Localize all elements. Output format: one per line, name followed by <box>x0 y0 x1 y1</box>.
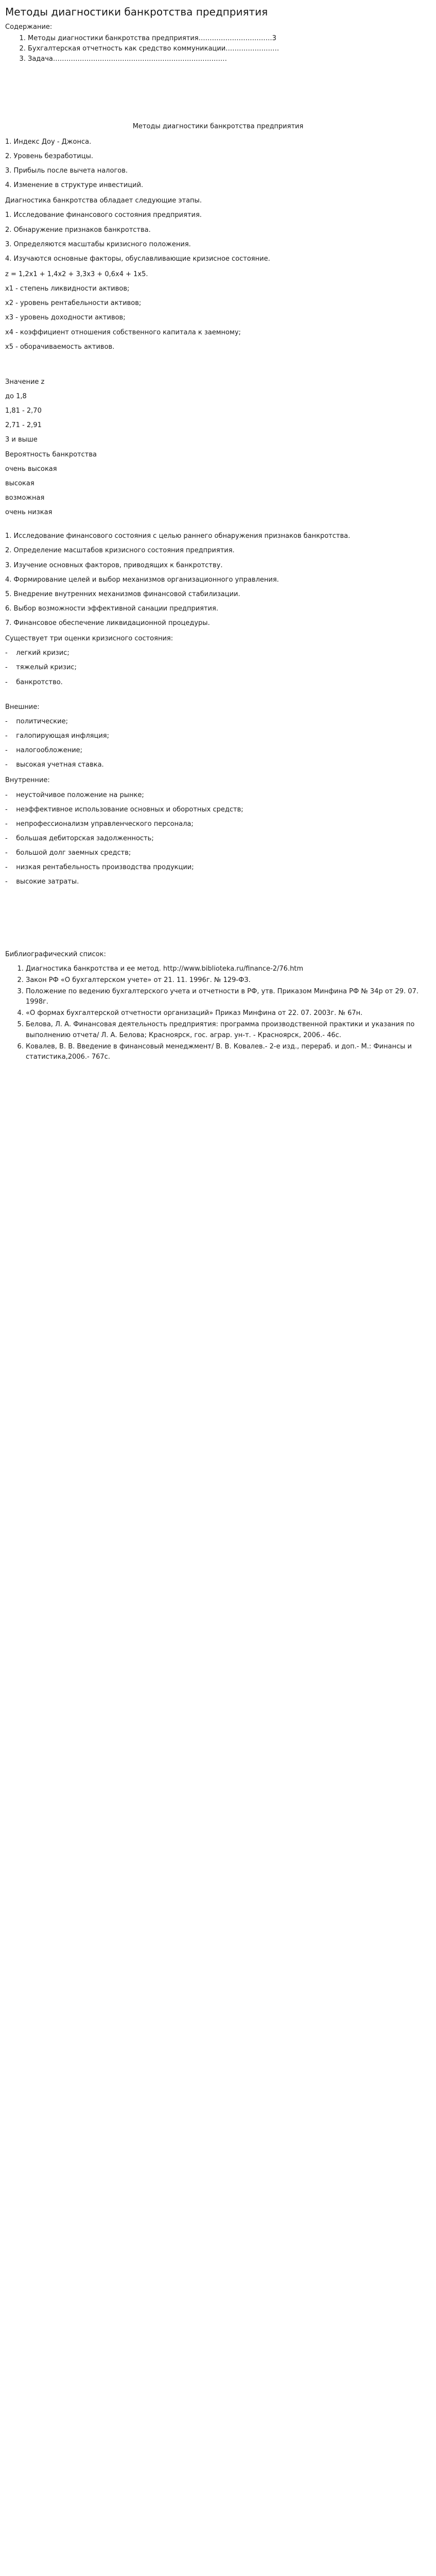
stages-label: Диагностика банкротства обладает следующие этапы. <box>5 197 202 205</box>
document-page <box>0 0 436 1084</box>
list-item: - галопирующая инфляция; <box>5 731 431 741</box>
list-item: - тяжелый кризис; <box>5 663 431 673</box>
internal-factors-label: Внутренние: <box>5 776 50 785</box>
section-heading: Методы диагностики банкротства предприятия <box>132 122 304 130</box>
probability-value: очень высокая <box>5 465 57 473</box>
probability-label: Вероятность банкротства <box>5 450 97 459</box>
bibliography-item: 3. Положение по ведению бухгалтерского учета и отчетности в РФ, утв. Приказом Минфина РФ № 34р от 29. 07. 1998г. <box>26 987 431 1007</box>
bibliography-item: 4. «О формах бухгалтерской отчетности организаций» Приказ Минфина от 22. 07. 2003г. № 67н. <box>26 1008 431 1019</box>
list-item: 3. Определяются масштабы кризисного положения. <box>5 240 191 248</box>
list-item: 1. Индекс Доу - Джонса. <box>5 138 92 146</box>
list-item: - легкий кризис; <box>5 648 431 658</box>
list-item: 3. Изучение основных факторов, приводящих к банкротству. <box>5 561 223 569</box>
list-item: 6. Выбор возможности эффективной санации предприятия. <box>5 604 218 613</box>
list-item: - политические; <box>5 717 431 727</box>
list-item: 4. Формирование целей и выбор механизмов организационного управления. <box>5 575 279 584</box>
variable-x4: x4 - коэффициент отношения собственного капитала к заемному; <box>5 328 241 336</box>
list-item: - банкротство. <box>5 677 431 688</box>
list-item: - низкая рентабельность производства продукции; <box>5 862 431 873</box>
bibliography-item: 6. Ковалев, В. В. Введение в финансовый менеджмент/ В. В. Ковалев.- 2-е изд., перераб. и доп.- М.: Финансы и статистика,2006.- 767с. <box>26 1042 431 1062</box>
toc-label: Содержание: <box>5 23 53 31</box>
list-item: 5. Внедрение внутренних механизмов финансовой стабилизации. <box>5 590 240 598</box>
toc-item[interactable]: 2. Бухгалтерская отчетность как средство коммуникации…………………… <box>28 44 431 54</box>
bibliography-item: 5. Белова, Л. А. Финансовая деятельность предприятия: программа производственной практики и указания по выполнению отчета/ Л. А. Белова; Красноярск, гос. аграр. ун-т. - Красноярск, 2006.- 46с. <box>26 1020 431 1040</box>
list-item: 2. Обнаружение признаков банкротства. <box>5 226 151 234</box>
external-factors-list <box>5 717 431 771</box>
bibliography-item: 2. Закон РФ «О бухгалтерском учете» от 21. 11. 1996г. № 129-ФЗ. <box>26 975 431 986</box>
altman-formula: z = 1,2x1 + 1,4x2 + 3,3x3 + 0,6x4 + 1x5. <box>5 270 148 278</box>
probability-value: возможная <box>5 494 45 502</box>
list-item: - непрофессионализм управленческого персонала; <box>5 819 431 829</box>
toc-item[interactable]: 1. Методы диагностики банкротства предприятия……………………………3 <box>28 33 431 44</box>
bibliography-item[interactable]: 1. Диагностика банкротства и ее метод. http://www.biblioteka.ru/finance-2/76.htm <box>26 964 431 974</box>
management-stages-list <box>5 531 431 629</box>
list-item: 1. Исследование финансового состояния предприятия. <box>5 211 202 219</box>
bibliography-list <box>14 964 431 1062</box>
list-item: - высокие затраты. <box>5 877 431 887</box>
list-item: - большой долг заемных средств; <box>5 848 431 858</box>
indicators-list <box>5 137 431 191</box>
variable-x2: x2 - уровень рентабельности активов; <box>5 299 142 308</box>
list-item: 3. Прибыль после вычета налогов. <box>5 166 128 175</box>
list-item: - неустойчивое положение на рынке; <box>5 790 431 801</box>
toc-item[interactable]: 3. Задача…………………………………………………………………… <box>28 54 431 64</box>
external-factors-label: Внешние: <box>5 703 40 711</box>
z-value-label: Значение z <box>5 378 45 386</box>
bankruptcy-scale <box>5 377 431 518</box>
document-title: Методы диагностики банкротства предприятия <box>5 6 268 18</box>
list-item: 4. Изучаются основные факторы, обуславливающие кризисное состояние. <box>5 255 270 263</box>
z-value: до 1,8 <box>5 392 27 400</box>
list-item: 1. Исследование финансового состояния с целью раннего обнаружения признаков банкротства. <box>5 532 351 540</box>
list-item: - налогообложение; <box>5 745 431 756</box>
z-value: 3 и выше <box>5 436 38 444</box>
list-item: - неэффективное использование основных и оборотных средств; <box>5 805 431 815</box>
z-value: 1,81 - 2,70 <box>5 407 42 415</box>
table-of-contents <box>16 33 431 64</box>
list-item: 2. Уровень безработицы. <box>5 152 93 160</box>
z-value: 2,71 - 2,91 <box>5 421 42 430</box>
variable-x5: x5 - оборачиваемость активов. <box>5 343 115 351</box>
list-item: 2. Определение масштабов кризисного состояния предприятия. <box>5 547 235 555</box>
list-item: - высокая учетная ставка. <box>5 760 431 770</box>
crisis-list <box>5 648 431 687</box>
bibliography-label: Библиографический список: <box>5 950 106 958</box>
list-item: 4. Изменение в структуре инвестиций. <box>5 181 144 190</box>
list-item: - большая дебиторская задолженность; <box>5 834 431 844</box>
internal-factors-list <box>5 790 431 888</box>
crisis-label: Существует три оценки кризисного состояния: <box>5 635 173 643</box>
variable-x1: x1 - степень ликвидности активов; <box>5 285 130 293</box>
probability-value: очень низкая <box>5 509 53 517</box>
variable-x3: x3 - уровень доходности активов; <box>5 314 126 322</box>
probability-value: высокая <box>5 479 34 487</box>
list-item: 7. Финансовое обеспечение ликвидационной процедуры. <box>5 619 210 628</box>
diagnostics-stages-list <box>5 210 431 264</box>
